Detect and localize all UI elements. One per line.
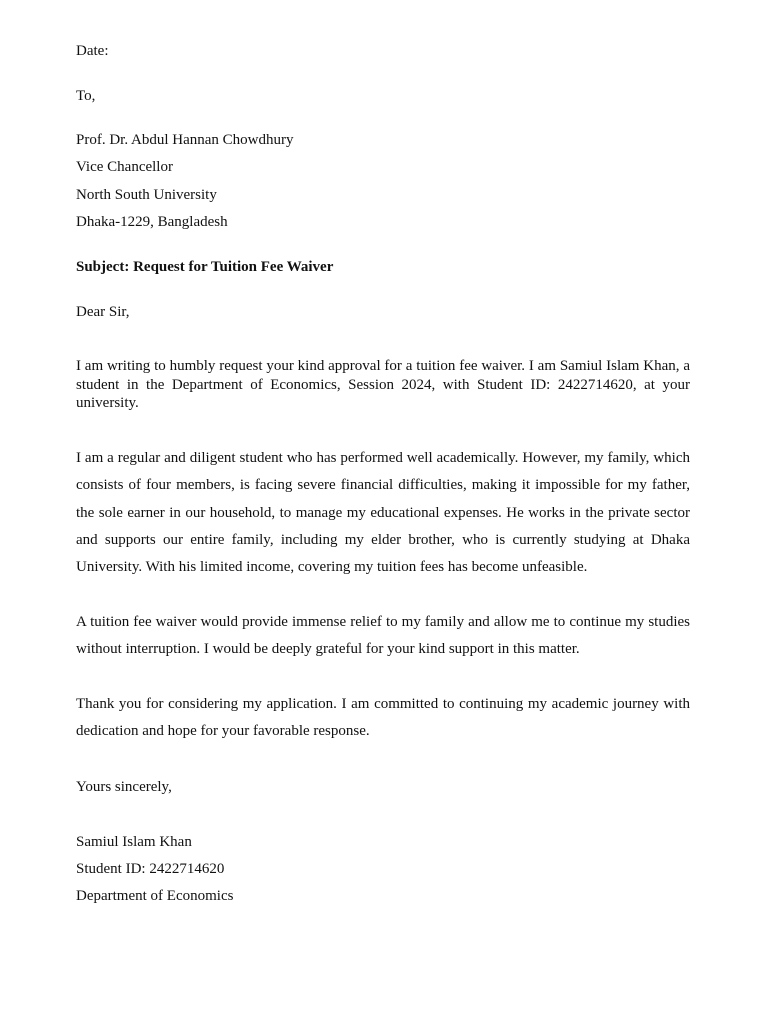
recipient-name: Prof. Dr. Abdul Hannan Chowdhury [76,132,294,148]
body-paragraph-2: I am a regular and diligent student who has performed well academically. However, my family, which consists of four members, is facing severe financial difficulties, making it impossible for my father, the sole earner in our household, to manage my educational expenses. He works in the private sector and supports our entire family, including my elder brother, who is currently studying at Dhaka University. With his limited income, covering my tuition fees has become unfeasible. [76,450,690,576]
closing: Yours sincerely, [76,779,172,795]
sender-name: Samiul Islam Khan [76,834,192,850]
sender-department: Department of Economics [76,888,234,904]
sender-student-id: Student ID: 2422714620 [76,861,225,877]
body-paragraph-4: Thank you for considering my application. I am committed to continuing my academic journey with dedication and hope for your favorable response. [76,696,690,740]
to-label: To, [76,88,96,104]
recipient-institution: North South University [76,187,217,203]
body-paragraph-3: A tuition fee waiver would provide immense relief to my family and allow me to continue my studies without interruption. I would be deeply grateful for your kind support in this matter. [76,614,690,658]
salutation: Dear Sir, [76,304,130,320]
recipient-address: Dhaka-1229, Bangladesh [76,214,228,230]
date-label: Date: [76,43,109,59]
subject-line: Subject: Request for Tuition Fee Waiver [76,259,334,275]
body-paragraph-1: I am writing to humbly request your kind approval for a tuition fee waiver. I am Samiul Islam Khan, a student in the Department of Economics, Session 2024, with Student ID: 2422714620, at your university. [76,358,690,412]
recipient-title: Vice Chancellor [76,159,173,175]
